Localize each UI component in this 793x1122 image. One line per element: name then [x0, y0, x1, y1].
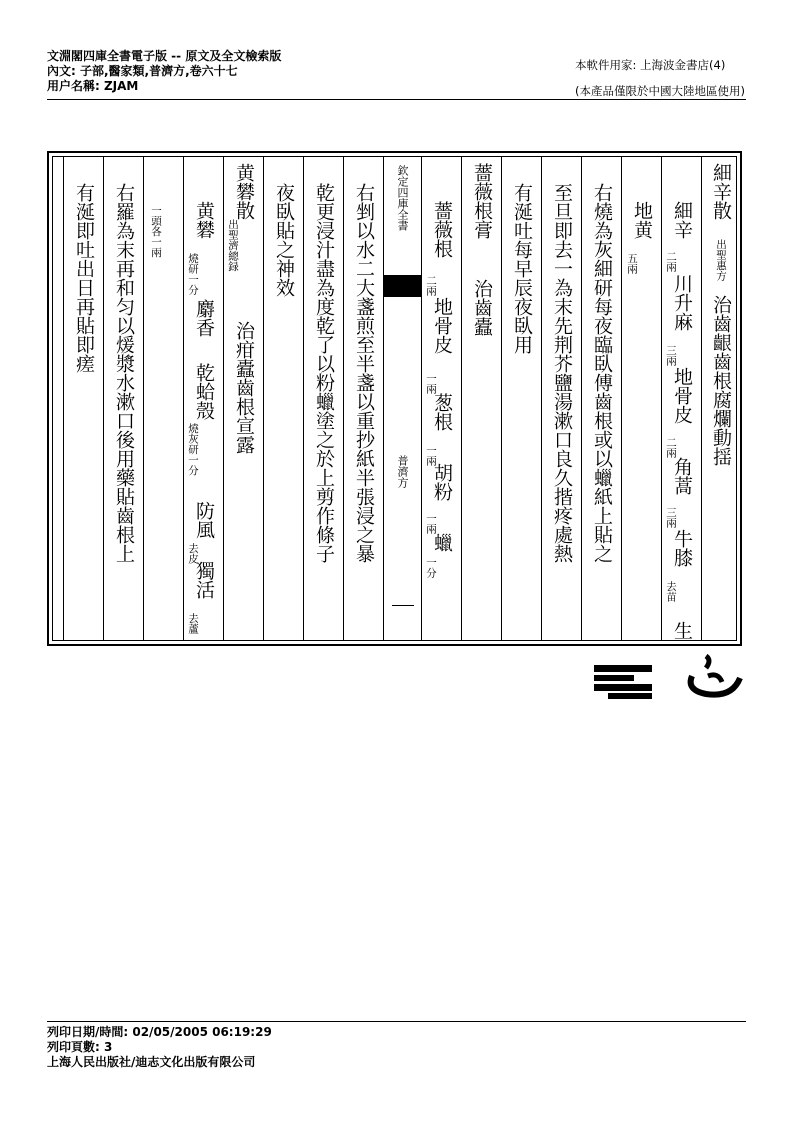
column-2-text-6: 生 — [671, 621, 693, 640]
column-1-text-2: 治齒齦齒根腐爛動揺 — [710, 295, 732, 466]
column-2-note-3: 二兩 — [665, 437, 677, 458]
column-3-note: 五兩 — [626, 253, 638, 274]
column-2-text-2: 川升麻 — [671, 274, 693, 331]
column-1 — [701, 157, 742, 640]
column-6-text: 有涎吐每早辰夜臥用 — [511, 183, 533, 354]
header-right — [575, 52, 745, 104]
column-14-text: 黄礬 — [193, 201, 215, 239]
column-14-text-4: 防風 — [193, 501, 215, 539]
column-7 — [461, 157, 502, 640]
column-13-text-2: 治疳蠹齒根宣露 — [233, 321, 255, 454]
column-4-text: 右燒為灰細研每夜臨臥傅齒根或以蠟紙上貼之 — [591, 183, 613, 563]
column-2-text-5: 牛膝 — [671, 529, 693, 567]
column-14-text-3: 乾蛤殼 — [193, 363, 215, 420]
banxin-black-block — [384, 275, 422, 297]
column-8-note-2: 一兩 — [425, 373, 437, 394]
column-7-text: 薔薇根膏 — [471, 163, 493, 239]
column-15-note: 一頭各一兩 — [150, 205, 162, 258]
header-licensee: 本軟件用家: 上海波金書店(4) — [575, 58, 726, 72]
column-14-text-5: 獨活 — [193, 561, 215, 599]
text-columns — [52, 156, 737, 641]
column-8-text-2: 地骨皮 — [431, 297, 453, 354]
column-13 — [223, 157, 264, 640]
column-10-text: 右剉以水二大盞煎至半盞以重抄紙半張浸之暴 — [353, 183, 375, 563]
column-4 — [581, 157, 622, 640]
publisher-line: 上海人民出版社/迪志文化出版有限公司 — [47, 1055, 256, 1069]
column-14-note: 燒研一分 — [187, 253, 199, 295]
banxin-bar — [392, 605, 414, 606]
column-2 — [661, 157, 702, 640]
column-8 — [421, 157, 462, 640]
header-username: 用户名稱: ZJAM — [47, 79, 139, 93]
column-8-note-4: 一兩 — [425, 513, 437, 534]
column-5 — [541, 157, 582, 640]
header-left — [47, 49, 281, 94]
footer-divider — [47, 1021, 746, 1022]
column-14-note-4: 去皮 — [187, 543, 199, 564]
column-13-text: 黄礬散 — [233, 163, 255, 220]
print-page-count: 列印頁數: 3 — [47, 1040, 113, 1054]
column-2-note: 二兩 — [665, 251, 677, 272]
print-datetime: 列印日期/時間: 02/05/2005 06:19:29 — [47, 1025, 272, 1039]
column-2-text-3: 地骨皮 — [671, 367, 693, 424]
header-usage-note: (本產品僅限於中國大陸地區使用) — [575, 84, 745, 98]
header-content-path: 內文: 子部,醫家類,普濟方,卷六十七 — [47, 64, 238, 78]
column-14-text-2: 麝香 — [193, 299, 215, 337]
column-1-text: 細辛散 — [710, 163, 732, 220]
column-17 — [63, 157, 104, 640]
banxin-book-title: 欽定四庫全書 — [396, 165, 409, 231]
column-6 — [501, 157, 542, 640]
publisher-swirl-logo — [684, 654, 744, 700]
column-10 — [343, 157, 384, 640]
column-8-text-3: 葱根 — [431, 393, 453, 431]
column-5-text: 至旦即去一為末先荆芥鹽湯漱口良久揩疼處熱 — [551, 183, 573, 563]
column-3 — [621, 157, 662, 640]
column-9-banxin — [383, 157, 422, 640]
column-12 — [263, 157, 304, 640]
column-3-text: 地黄 — [631, 201, 653, 239]
column-2-note-2: 三兩 — [665, 345, 677, 366]
column-8-text-4: 胡粉 — [431, 463, 453, 501]
column-8-note: 二兩 — [425, 275, 437, 296]
header-divider — [47, 99, 746, 100]
column-2-text-4: 角蒿 — [671, 457, 693, 495]
column-13-note: 出聖濟總録 — [227, 219, 239, 272]
header-title: 文淵閣四庫全書電子版 -- 原文及全文檢索版 — [47, 49, 282, 63]
column-8-note-3: 一兩 — [425, 445, 437, 466]
column-11 — [303, 157, 344, 640]
column-14-note-3: 燒灰研一分 — [187, 423, 199, 476]
column-16 — [103, 157, 144, 640]
page-frame — [47, 151, 742, 646]
column-8-note-5: 一分 — [425, 557, 437, 578]
column-7-text-2: 治齒蠹 — [471, 279, 493, 336]
banxin-work-title: 普濟方 — [396, 455, 409, 488]
column-14-note-5: 去蘆 — [187, 613, 199, 634]
column-12-text: 夜臥貼之神效 — [273, 183, 295, 297]
column-17-text: 有涎即吐出日再貼即瘥 — [73, 183, 95, 373]
column-2-note-4: 三兩 — [665, 507, 677, 528]
column-16-text: 右羅為末再和匀以煖漿水漱口後用藥貼齒根上 — [113, 183, 135, 563]
column-8-text: 薔薇根 — [431, 201, 453, 258]
column-14 — [183, 157, 224, 640]
publisher-stripes-logo — [592, 661, 656, 701]
column-15 — [143, 157, 184, 640]
column-2-note-5: 去苗 — [665, 581, 677, 602]
column-8-text-5: 蠟 — [431, 533, 453, 552]
column-11-text: 乾更浸汁盡為度乾了以粉蠟塗之於上剪作條子 — [313, 183, 335, 563]
footer — [47, 1025, 272, 1070]
column-1-note: 出聖惠方 — [715, 239, 727, 281]
column-2-text: 細辛 — [671, 201, 693, 239]
